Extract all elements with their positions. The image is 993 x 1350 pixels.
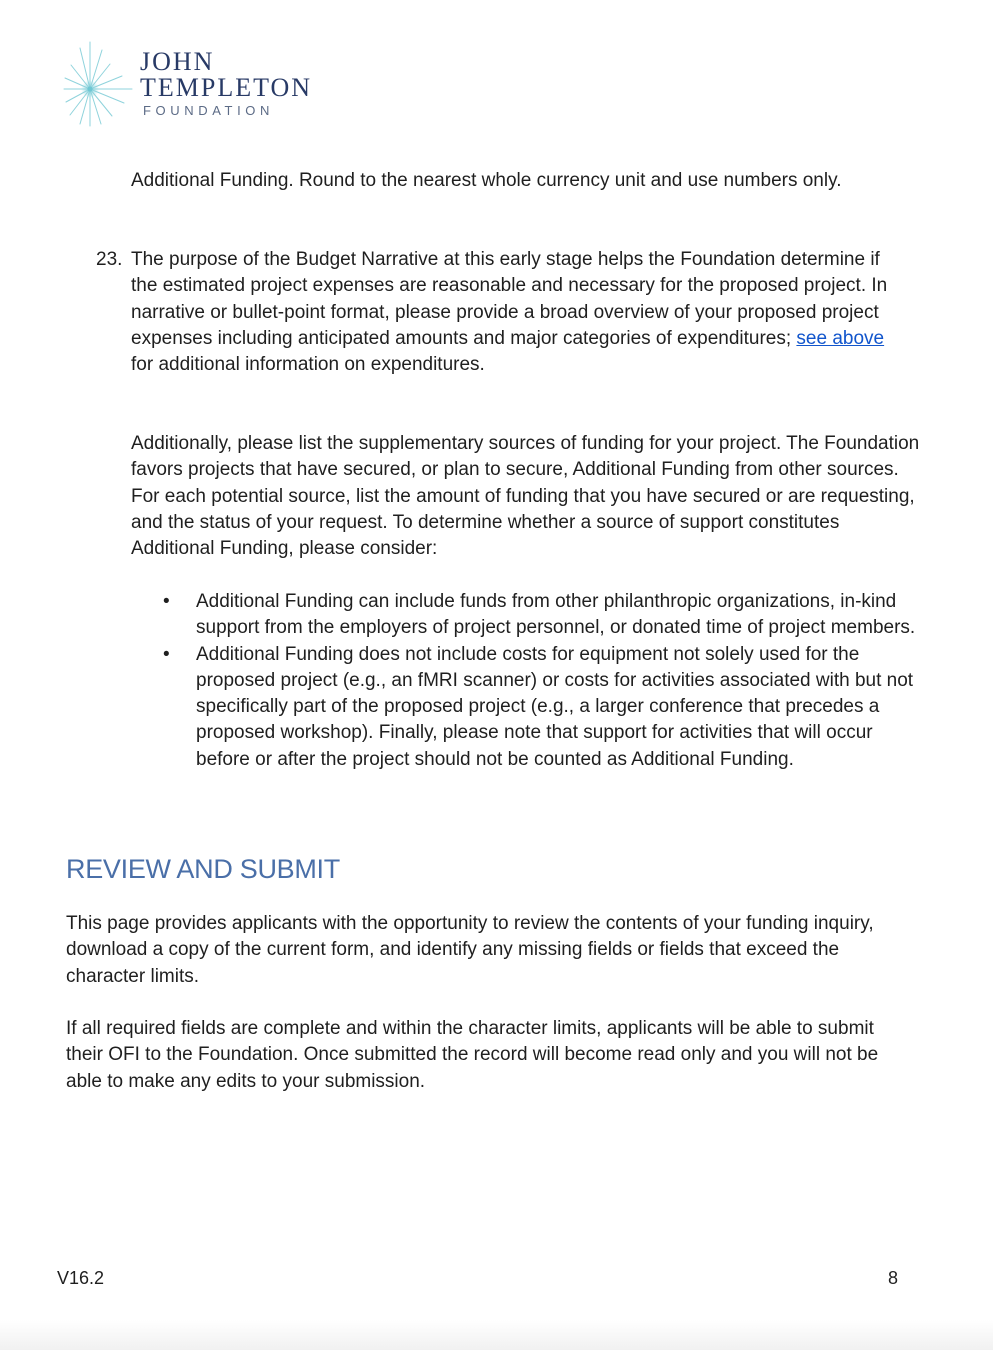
submit-paragraph: If all required fields are complete and within the character limits, applicants will be able to submit their OFI to the Foundation. Once submitted the record will become read only and you will not be able to make any edits to your submission. [66, 1018, 879, 1092]
budget-narrative-text-end: for additional information on expenditures. [131, 354, 485, 376]
budget-narrative-text: The purpose of the Budget Narrative at this early stage helps the Foundation determine if the estimated project expenses are reasonable and necessary for the proposed project. In narrative or bullet-point format, please provide a broad overview of your proposed project expenses including anticipated amounts and major categories of expenditures; [131, 249, 888, 349]
additional-funding-bullet-list [131, 589, 921, 773]
continued-paragraph: Additional Funding. Round to the nearest whole currency unit and use numbers only. [131, 170, 842, 191]
logo-text-foundation: FOUNDATION [143, 103, 274, 118]
budget-narrative-paragraph [131, 247, 911, 378]
version-label: V16.2 [57, 1268, 105, 1288]
see-above-link[interactable]: see above [796, 327, 885, 349]
foundation-logo [62, 38, 352, 128]
bullet-text: Additional Funding can include funds from other philanthropic organizations, in-kind support from the employers of project personnel, or donated time of project members. [196, 591, 916, 639]
logo-text-john: JOHN [140, 47, 215, 76]
list-item [131, 642, 921, 773]
logo-text-templeton: TEMPLETON [140, 73, 313, 102]
bullet-icon: • [163, 591, 170, 612]
page-bottom-edge [0, 1320, 993, 1350]
starburst-icon [62, 38, 138, 128]
page-number: 8 [888, 1268, 899, 1288]
section-heading-review-submit: REVIEW AND SUBMIT [66, 854, 340, 884]
bullet-icon: • [163, 643, 170, 665]
review-paragraph: This page provides applicants with the opportunity to review the contents of your funding inquiry, download a copy of the current form, and identify any missing fields or fields that exceed the character limits. [66, 913, 874, 987]
additional-funding-paragraph: Additionally, please list the supplementary sources of funding for your project. The Foundation favors projects that have secured, or plan to secure, Additional Funding from other sources. For each potential source, list the amount of funding that you have secured or are requesting, and the status of your request. To determine whether a source of support constitutes Additional Funding, please consider: [131, 433, 920, 560]
bullet-text: Additional Funding does not include costs for equipment not solely used for the proposed project (e.g., an fMRI scanner) or costs for activities associated with but not specifically part of the proposed project (e.g., a larger conference that precedes a proposed workshop). Finally, please note that support for activities that will occur before or after the project should not be counted as Additional Funding. [196, 643, 914, 770]
list-item-number: 23. [96, 249, 123, 270]
list-item [131, 589, 921, 642]
